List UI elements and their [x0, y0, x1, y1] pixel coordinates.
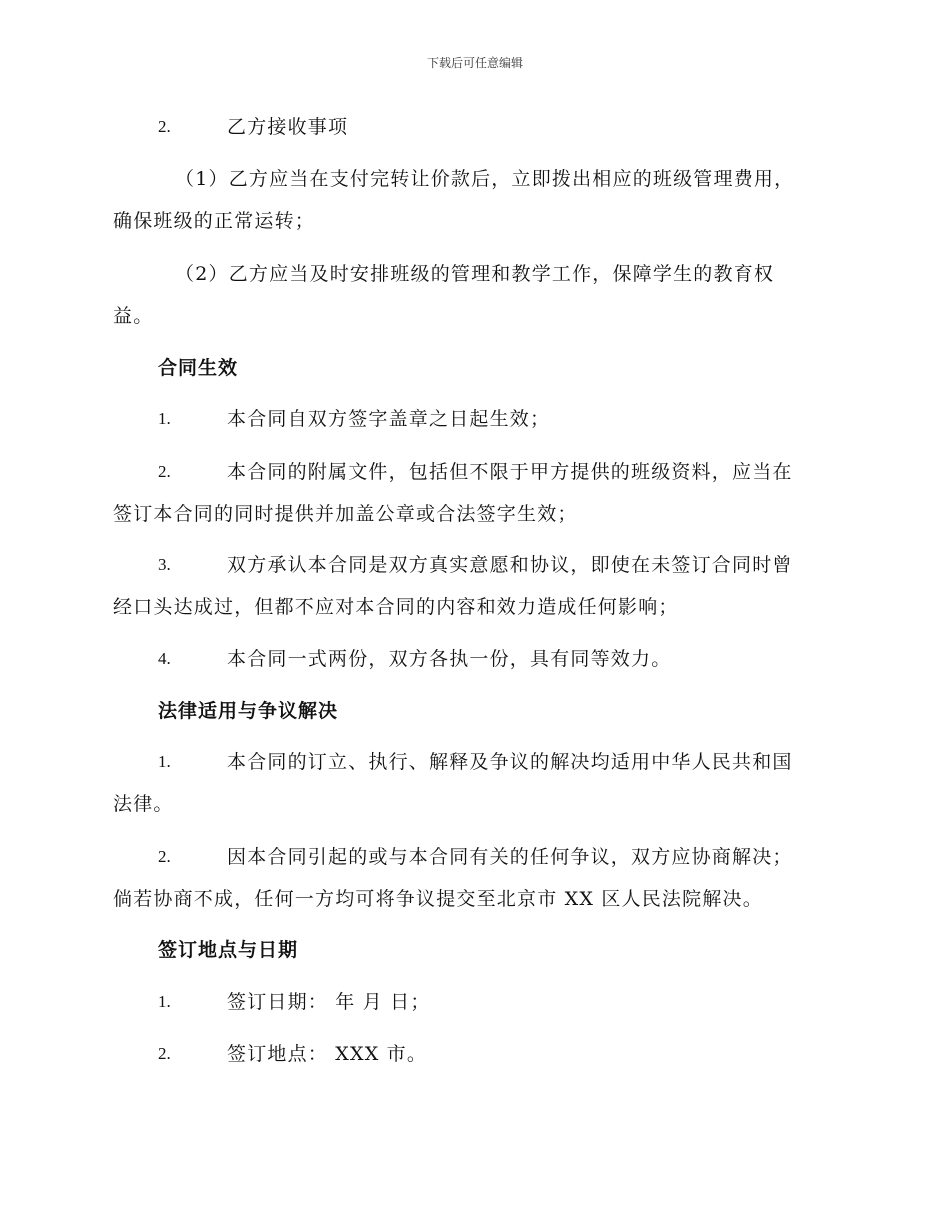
item-text: 双方承认本合同是双方真实意愿和协议，即使在未签订合同时曾	[227, 554, 793, 576]
item-text: 本合同自双方签字盖章之日起生效；	[227, 408, 551, 430]
item-text: 本合同的附属文件，包括但不限于甲方提供的班级资料，应当在	[227, 461, 793, 483]
item-number: 2.	[158, 847, 171, 866]
paragraph-line: 经口头达成过，但都不应对本合同的内容和效力造成任何影响；	[113, 596, 679, 618]
item-text: 因本合同引起的或与本合同有关的任何争议，双方应协商解决；	[227, 846, 793, 868]
item-number: 2.	[158, 117, 171, 136]
paragraph-line: 法律。	[113, 793, 174, 815]
paragraph-line: （2）乙方应当及时安排班级的管理和教学工作，保障学生的教育权	[175, 263, 775, 285]
item-number: 1.	[158, 409, 171, 428]
item-text: 签订日期： 年 月 日；	[227, 991, 431, 1013]
item-text: 签订地点： XXX 市。	[227, 1043, 428, 1065]
paragraph-line: 倘若协商不成，任何一方均可将争议提交至北京市 XX 区人民法院解决。	[113, 888, 763, 910]
item-number: 2.	[158, 1044, 171, 1063]
item-number: 2.	[158, 462, 171, 481]
item-number: 3.	[158, 555, 171, 574]
item-text: 乙方接收事项	[227, 116, 349, 138]
item-number: 1.	[158, 752, 171, 771]
paragraph-line: 签订本合同的同时提供并加盖公章或合法签字生效；	[113, 503, 578, 525]
item-number: 4.	[158, 649, 171, 668]
paragraph-line: （1）乙方应当在支付完转让价款后，立即拨出相应的班级管理费用，	[175, 168, 795, 190]
item-text: 本合同的订立、执行、解释及争议的解决均适用中华人民共和国	[227, 751, 793, 773]
item-number: 1.	[158, 992, 171, 1011]
section-heading: 法律适用与争议解决	[158, 700, 339, 722]
section-heading: 合同生效	[158, 357, 239, 379]
section-heading: 签订地点与日期	[158, 939, 299, 961]
page-header: 下载后可任意编辑	[426, 56, 523, 70]
paragraph-line: 确保班级的正常运转；	[113, 210, 316, 232]
item-text: 本合同一式两份，双方各执一份，具有同等效力。	[227, 648, 672, 670]
paragraph-line: 益。	[113, 305, 154, 327]
